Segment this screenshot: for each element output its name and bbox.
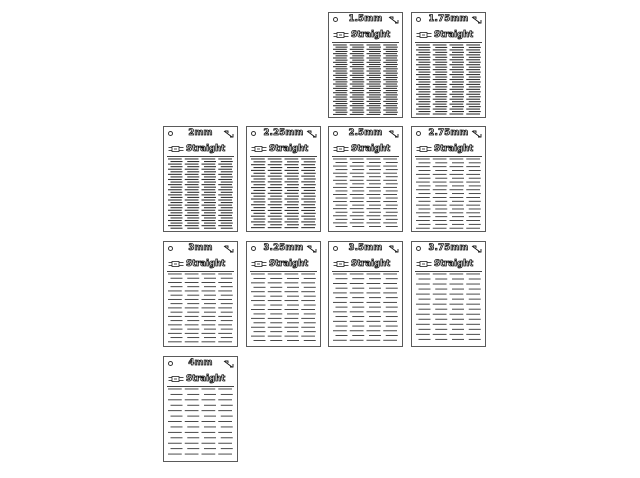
stitch-sample-area [415, 42, 482, 115]
straight-stitch-icon [333, 145, 349, 153]
swatch-card [246, 241, 321, 347]
hook-size-label: 1.5mm [348, 14, 383, 24]
swatch-card [246, 126, 321, 232]
straight-stitch-icon [251, 145, 267, 153]
stitch-sample-area [332, 42, 399, 115]
stitch-type-row [251, 143, 318, 154]
hook-size-label: 3.5mm [348, 243, 383, 253]
stitch-rows [167, 387, 234, 459]
stitch-type-label: Straight [351, 29, 391, 40]
crochet-hook-icon [388, 16, 399, 25]
hook-size-label: 3mm [188, 243, 213, 253]
hook-size-label: 1.75mm [428, 14, 469, 24]
swatch-card [411, 12, 486, 118]
hook-size-label: 3.75mm [428, 243, 469, 253]
crochet-hook-icon [306, 245, 317, 254]
stitch-sample-area [332, 156, 399, 229]
stitch-type-row [416, 258, 483, 269]
stitch-sample-area [167, 156, 234, 229]
hook-size-label: 2.5mm [348, 128, 383, 138]
stitch-type-label: Straight [186, 258, 226, 269]
straight-stitch-icon [168, 145, 184, 153]
stitch-type-row [416, 143, 483, 154]
stitch-rows [415, 43, 482, 115]
stitch-rows [250, 157, 317, 229]
stitch-rows [415, 272, 482, 344]
stitch-type-label: Straight [186, 373, 226, 384]
hook-size-label: 2.25mm [263, 128, 304, 138]
straight-stitch-icon [168, 260, 184, 268]
straight-stitch-icon [333, 260, 349, 268]
stitch-type-row [333, 258, 400, 269]
straight-stitch-icon [416, 31, 432, 39]
stitch-type-row [333, 29, 400, 40]
crochet-hook-icon [471, 130, 482, 139]
straight-stitch-icon [333, 31, 349, 39]
crochet-hook-icon [223, 245, 234, 254]
crochet-hook-icon [306, 130, 317, 139]
swatch-card [163, 241, 238, 347]
stitch-type-label: Straight [186, 143, 226, 154]
crochet-hook-icon [223, 360, 234, 369]
straight-stitch-icon [168, 375, 184, 383]
stitch-sample-area [250, 271, 317, 344]
crochet-hook-icon [471, 16, 482, 25]
hook-size-label: 4mm [188, 358, 213, 368]
stitch-rows [332, 43, 399, 115]
stitch-type-row [251, 258, 318, 269]
stitch-type-label: Straight [434, 258, 474, 269]
swatch-card [328, 241, 403, 347]
crochet-hook-icon [388, 245, 399, 254]
stitch-type-label: Straight [269, 258, 309, 269]
stitch-sample-area [167, 271, 234, 344]
swatch-card [163, 356, 238, 462]
straight-stitch-icon [416, 145, 432, 153]
crochet-hook-icon [223, 130, 234, 139]
swatch-card [411, 241, 486, 347]
stitch-type-row [168, 258, 235, 269]
stitch-rows [332, 272, 399, 344]
swatch-card [411, 126, 486, 232]
stitch-type-label: Straight [269, 143, 309, 154]
stitch-sample-area [250, 156, 317, 229]
stitch-sample-area [415, 156, 482, 229]
swatch-card [328, 126, 403, 232]
stitch-type-row [333, 143, 400, 154]
stitch-rows [415, 157, 482, 229]
stitch-sample-area [332, 271, 399, 344]
stitch-type-label: Straight [434, 143, 474, 154]
stitch-sample-area [167, 386, 234, 459]
hook-size-label: 3.25mm [263, 243, 304, 253]
swatch-card [328, 12, 403, 118]
stitch-type-row [416, 29, 483, 40]
straight-stitch-icon [416, 260, 432, 268]
hook-size-label: 2.75mm [428, 128, 469, 138]
hook-size-label: 2mm [188, 128, 213, 138]
stitch-type-row [168, 143, 235, 154]
straight-stitch-icon [251, 260, 267, 268]
crochet-hook-icon [388, 130, 399, 139]
stitch-type-label: Straight [351, 143, 391, 154]
stitch-rows [250, 272, 317, 344]
swatch-card [163, 126, 238, 232]
stitch-rows [332, 157, 399, 229]
stitch-rows [167, 272, 234, 344]
stitch-sample-area [415, 271, 482, 344]
stitch-type-label: Straight [434, 29, 474, 40]
stitch-type-label: Straight [351, 258, 391, 269]
crochet-hook-icon [471, 245, 482, 254]
stitch-rows [167, 157, 234, 229]
stitch-type-row [168, 373, 235, 384]
